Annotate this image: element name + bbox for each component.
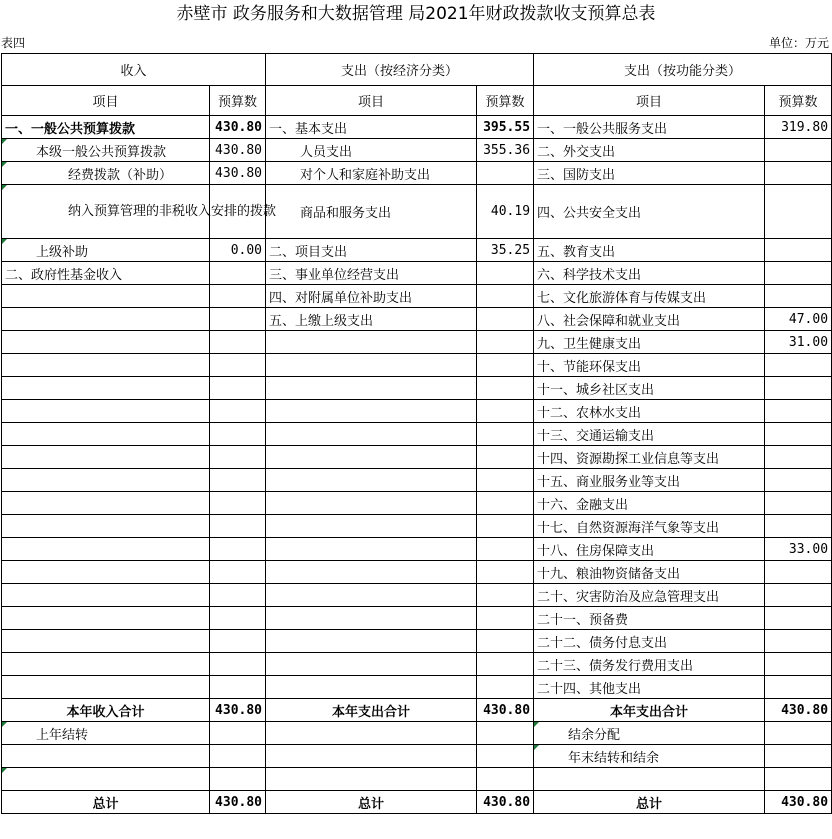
expense-func-value xyxy=(765,139,832,162)
empty-cell xyxy=(477,768,534,791)
expense-econ-item: 三、事业单位经营支出 xyxy=(266,262,477,285)
income-item xyxy=(2,538,210,561)
expense-econ-value xyxy=(477,653,534,676)
expense-econ-value xyxy=(477,676,534,699)
income-item: 经费拨款（补助） xyxy=(2,162,210,185)
expense-func-item: 十三、交通运输支出 xyxy=(534,423,765,446)
expense-econ-value: 35.25 xyxy=(477,239,534,262)
income-item xyxy=(2,469,210,492)
expense-econ-item: 对个人和家庭补助支出 xyxy=(266,162,477,185)
expense-econ-item: 二、项目支出 xyxy=(266,239,477,262)
empty-cell xyxy=(765,745,832,768)
income-value xyxy=(210,331,266,354)
expense-econ-grand-total-label: 总计 xyxy=(266,791,477,814)
income-value xyxy=(210,400,266,423)
year-end-carry-label: 年末结转和结余 xyxy=(534,745,765,768)
expense-func-value xyxy=(765,239,832,262)
income-value xyxy=(210,262,266,285)
expense-econ-item: 五、上缴上级支出 xyxy=(266,308,477,331)
expense-func-value xyxy=(765,676,832,699)
empty-cell xyxy=(266,768,477,791)
expense-func-item: 六、科学技术支出 xyxy=(534,262,765,285)
empty-cell xyxy=(2,768,210,791)
income-value xyxy=(210,584,266,607)
empty-cell xyxy=(477,745,534,768)
income-value: 430.80 xyxy=(210,162,266,185)
header-item: 项目 xyxy=(534,86,765,116)
expense-econ-item xyxy=(266,469,477,492)
expense-econ-item xyxy=(266,561,477,584)
expense-func-value: 31.00 xyxy=(765,331,832,354)
expense-econ-item xyxy=(266,538,477,561)
income-item xyxy=(2,607,210,630)
expense-econ-value: 355.36 xyxy=(477,139,534,162)
header-income: 收入 xyxy=(2,54,266,86)
expense-econ-item: 商品和服务支出 xyxy=(266,185,477,239)
expense-econ-value: 40.19 xyxy=(477,185,534,239)
expense-func-item: 八、社会保障和就业支出 xyxy=(534,308,765,331)
expense-func-year-total-value: 430.80 xyxy=(765,699,832,722)
expense-econ-value xyxy=(477,162,534,185)
expense-econ-item: 人员支出 xyxy=(266,139,477,162)
income-value: 0.00 xyxy=(210,239,266,262)
expense-econ-item xyxy=(266,607,477,630)
income-item xyxy=(2,400,210,423)
expense-econ-value xyxy=(477,285,534,308)
header-item: 项目 xyxy=(266,86,477,116)
expense-func-item: 十二、农林水支出 xyxy=(534,400,765,423)
income-item: 二、政府性基金收入 xyxy=(2,262,210,285)
income-item xyxy=(2,446,210,469)
expense-func-value xyxy=(765,400,832,423)
expense-func-item: 三、国防支出 xyxy=(534,162,765,185)
expense-econ-item xyxy=(266,630,477,653)
expense-econ-value xyxy=(477,446,534,469)
empty-cell xyxy=(266,745,477,768)
income-item xyxy=(2,561,210,584)
expense-econ-item xyxy=(266,653,477,676)
expense-func-item: 二十一、预备费 xyxy=(534,607,765,630)
expense-func-item: 十八、住房保障支出 xyxy=(534,538,765,561)
expense-func-value xyxy=(765,492,832,515)
income-value xyxy=(210,492,266,515)
expense-econ-value xyxy=(477,630,534,653)
header-item: 项目 xyxy=(2,86,210,116)
expense-econ-value xyxy=(477,469,534,492)
income-value xyxy=(210,469,266,492)
income-item: 上级补助 xyxy=(2,239,210,262)
expense-econ-value xyxy=(477,423,534,446)
expense-econ-item xyxy=(266,492,477,515)
expense-func-grand-total-value: 430.80 xyxy=(765,791,832,814)
empty-cell xyxy=(534,768,765,791)
expense-func-item: 十六、金融支出 xyxy=(534,492,765,515)
expense-func-item: 七、文化旅游体育与传媒支出 xyxy=(534,285,765,308)
income-item xyxy=(2,630,210,653)
income-item xyxy=(2,377,210,400)
expense-econ-value xyxy=(477,400,534,423)
expense-func-value xyxy=(765,584,832,607)
unit-label: 单位：万元 xyxy=(768,36,829,50)
expense-econ-value xyxy=(477,607,534,630)
expense-econ-item xyxy=(266,584,477,607)
budget-table xyxy=(1,53,832,814)
income-item xyxy=(2,354,210,377)
income-value xyxy=(210,423,266,446)
expense-econ-value xyxy=(477,538,534,561)
expense-econ-grand-total-value: 430.80 xyxy=(477,791,534,814)
expense-func-item: 二十二、债务付息支出 xyxy=(534,630,765,653)
expense-func-value xyxy=(765,285,832,308)
expense-econ-value: 395.55 xyxy=(477,116,534,139)
empty-cell xyxy=(477,722,534,745)
income-item xyxy=(2,331,210,354)
expense-econ-item xyxy=(266,377,477,400)
empty-cell xyxy=(765,722,832,745)
income-item xyxy=(2,492,210,515)
expense-func-item: 十五、商业服务业等支出 xyxy=(534,469,765,492)
income-item xyxy=(2,653,210,676)
empty-cell xyxy=(210,745,266,768)
income-year-total-value: 430.80 xyxy=(210,699,266,722)
income-item xyxy=(2,285,210,308)
expense-func-item: 十九、粮油物资储备支出 xyxy=(534,561,765,584)
income-value xyxy=(210,285,266,308)
income-value: 430.80 xyxy=(210,139,266,162)
expense-econ-year-total-value: 430.80 xyxy=(477,699,534,722)
carry-over-label: 上年结转 xyxy=(2,722,210,745)
expense-func-item: 二十三、债务发行费用支出 xyxy=(534,653,765,676)
expense-func-year-total-label: 本年支出合计 xyxy=(534,699,765,722)
empty-cell xyxy=(2,745,210,768)
expense-func-value xyxy=(765,515,832,538)
expense-func-item: 十、节能环保支出 xyxy=(534,354,765,377)
expense-func-item: 二、外交支出 xyxy=(534,139,765,162)
income-value xyxy=(210,354,266,377)
header-expense-func: 支出（按功能分类） xyxy=(534,54,832,86)
expense-econ-value xyxy=(477,515,534,538)
expense-econ-value xyxy=(477,492,534,515)
expense-func-value xyxy=(765,262,832,285)
income-value xyxy=(210,561,266,584)
income-value xyxy=(210,630,266,653)
expense-econ-item xyxy=(266,331,477,354)
income-value xyxy=(210,308,266,331)
expense-func-item: 十四、资源勘探工业信息等支出 xyxy=(534,446,765,469)
income-value xyxy=(210,653,266,676)
surplus-distribution-label: 结余分配 xyxy=(534,722,765,745)
income-value xyxy=(210,377,266,400)
expense-econ-item: 一、基本支出 xyxy=(266,116,477,139)
income-item: 纳入预算管理的非税收入安排的拨款 xyxy=(2,185,210,239)
income-value xyxy=(210,538,266,561)
expense-econ-item xyxy=(266,423,477,446)
expense-func-item: 二十、灾害防治及应急管理支出 xyxy=(534,584,765,607)
income-grand-total-label: 总计 xyxy=(2,791,210,814)
expense-func-value xyxy=(765,185,832,239)
income-value xyxy=(210,446,266,469)
expense-func-value xyxy=(765,469,832,492)
expense-func-value xyxy=(765,377,832,400)
income-item xyxy=(2,308,210,331)
expense-func-item: 十七、自然资源海洋气象等支出 xyxy=(534,515,765,538)
expense-func-item: 九、卫生健康支出 xyxy=(534,331,765,354)
expense-func-item: 一、一般公共服务支出 xyxy=(534,116,765,139)
income-item xyxy=(2,676,210,699)
expense-econ-item xyxy=(266,400,477,423)
header-expense-econ: 支出（按经济分类） xyxy=(266,54,534,86)
expense-func-value xyxy=(765,446,832,469)
expense-func-value xyxy=(765,653,832,676)
expense-econ-item: 四、对附属单位补助支出 xyxy=(266,285,477,308)
expense-econ-value xyxy=(477,584,534,607)
expense-econ-item xyxy=(266,446,477,469)
expense-econ-item xyxy=(266,354,477,377)
expense-func-item: 五、教育支出 xyxy=(534,239,765,262)
expense-func-item: 二十四、其他支出 xyxy=(534,676,765,699)
income-value: 430.80 xyxy=(210,116,266,139)
expense-econ-item xyxy=(266,515,477,538)
expense-econ-item xyxy=(266,676,477,699)
table-number: 表四 xyxy=(1,36,26,50)
income-item xyxy=(2,515,210,538)
income-value xyxy=(210,515,266,538)
expense-func-value xyxy=(765,561,832,584)
expense-func-value xyxy=(765,354,832,377)
expense-func-value xyxy=(765,607,832,630)
expense-func-value: 319.80 xyxy=(765,116,832,139)
expense-func-item: 四、公共安全支出 xyxy=(534,185,765,239)
expense-func-grand-total-label: 总计 xyxy=(534,791,765,814)
expense-econ-value xyxy=(477,331,534,354)
expense-func-item: 十一、城乡社区支出 xyxy=(534,377,765,400)
empty-cell xyxy=(266,722,477,745)
expense-func-value xyxy=(765,630,832,653)
header-budget: 预算数 xyxy=(210,86,266,116)
expense-econ-value xyxy=(477,377,534,400)
expense-econ-value xyxy=(477,561,534,584)
income-item xyxy=(2,423,210,446)
expense-func-value: 33.00 xyxy=(765,538,832,561)
expense-econ-value xyxy=(477,308,534,331)
income-value xyxy=(210,676,266,699)
income-grand-total-value: 430.80 xyxy=(210,791,266,814)
header-budget: 预算数 xyxy=(765,86,832,116)
expense-econ-value xyxy=(477,354,534,377)
header-budget: 预算数 xyxy=(477,86,534,116)
expense-func-value xyxy=(765,162,832,185)
empty-cell xyxy=(765,768,832,791)
expense-econ-year-total-label: 本年支出合计 xyxy=(266,699,477,722)
income-year-total-label: 本年收入合计 xyxy=(2,699,210,722)
expense-func-value xyxy=(765,423,832,446)
income-item: 一、一般公共预算拨款 xyxy=(2,116,210,139)
empty-cell xyxy=(210,722,266,745)
expense-econ-value xyxy=(477,262,534,285)
income-item xyxy=(2,584,210,607)
income-item: 本级一般公共预算拨款 xyxy=(2,139,210,162)
empty-cell xyxy=(210,768,266,791)
income-value xyxy=(210,607,266,630)
expense-func-value: 47.00 xyxy=(765,308,832,331)
report-title: 赤壁市 政务服务和大数据管理 局2021年财政拨款收支预算总表 xyxy=(176,4,656,24)
